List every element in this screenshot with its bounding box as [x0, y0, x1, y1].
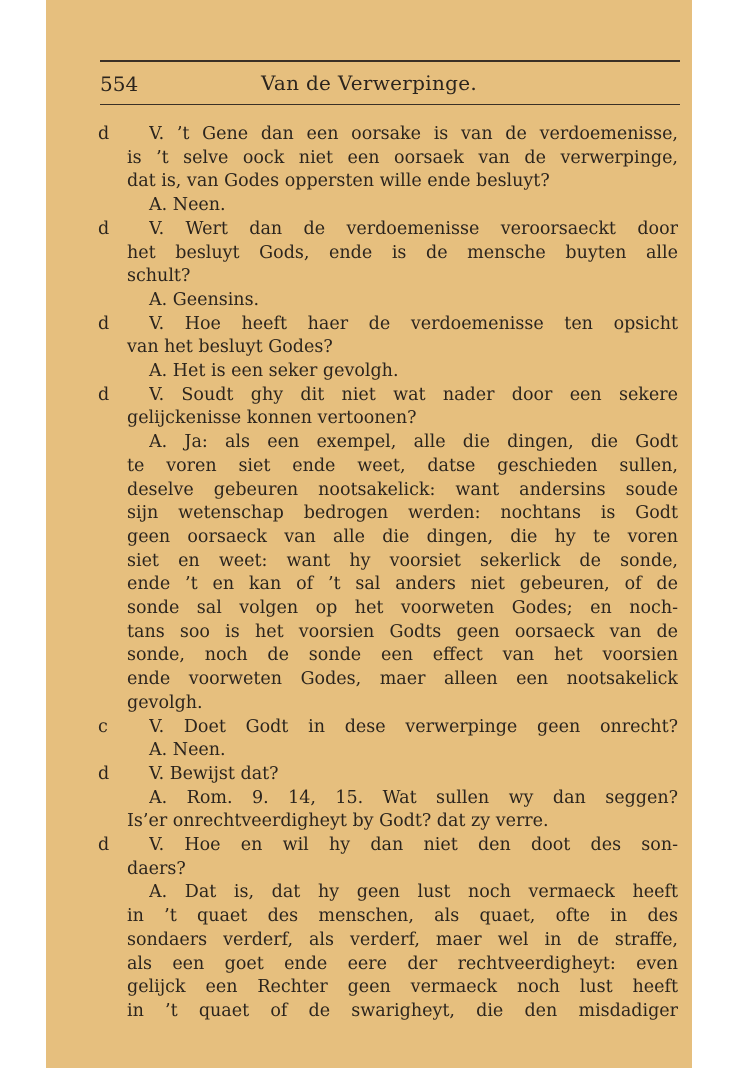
line-text: V. Doet Godt in dese verwerpinge geen onrecht?	[149, 716, 678, 737]
line-text: in ’t quaet des menschen, als quaet, ofte in des	[127, 906, 678, 927]
text-line	[46, 620, 692, 644]
text-line	[46, 312, 692, 336]
line-text: van het besluyt Godes?	[127, 337, 333, 358]
text-line	[46, 715, 692, 739]
line-text: is ’t selve oock niet een oorsaek van de verwerpinge,	[127, 147, 678, 168]
text-line	[46, 549, 692, 573]
line-text: V. Wert dan de verdoemenisse veroorsaeckt door	[149, 218, 678, 239]
text-line	[46, 288, 692, 312]
text-line	[46, 667, 692, 691]
line-text: deselve gebeuren nootsakelick: want andersins soude	[127, 479, 678, 500]
text-line	[46, 430, 692, 454]
line-text: ende ’t en kan of ’t sal anders niet gebeuren, of de	[127, 574, 678, 595]
text-line	[46, 904, 692, 928]
line-text: schult?	[127, 266, 191, 287]
line-text: A. Het is een seker gevolgh.	[149, 361, 399, 381]
text-line	[46, 809, 692, 833]
book-page	[46, 0, 692, 1068]
text-line	[46, 169, 692, 193]
margin-marker: d	[98, 384, 110, 405]
text-line	[46, 596, 692, 620]
line-text: gelijckenisse konnen vertoonen?	[127, 408, 417, 429]
text-line	[46, 264, 692, 288]
text-line	[46, 572, 692, 596]
margin-marker: d	[98, 313, 110, 334]
line-text: sonde, noch de sonde een effect van het voorsien	[127, 645, 678, 666]
text-line	[46, 241, 692, 265]
line-text: A. Dat is, dat hy geen lust noch vermaeck heeft	[149, 882, 678, 903]
margin-marker: d	[98, 835, 110, 855]
text-line	[46, 217, 692, 241]
margin-marker: c	[98, 716, 108, 737]
margin-marker: d	[98, 763, 110, 784]
text-line	[46, 691, 692, 715]
text-line	[46, 335, 692, 359]
text-line	[46, 193, 692, 217]
text-line	[46, 454, 692, 478]
header-top-rule	[100, 60, 680, 62]
line-text: V. Hoe en wil hy dan niet den doot des son-	[149, 835, 678, 855]
page-number: 554	[100, 72, 139, 96]
line-text: in ’t quaet of de swarigheyt, die den misdadiger	[127, 1000, 678, 1021]
line-text: A. Ja: als een exempel, alle die dingen, die Godt	[149, 432, 678, 453]
text-line	[46, 478, 692, 502]
line-text: tans soo is het voorsien Godts geen oorsaeck van de	[127, 621, 678, 642]
line-text: sijn wetenschap bedrogen werden: nochtans is Godt	[127, 503, 678, 524]
header-bottom-rule	[100, 104, 680, 105]
line-text: V. Bewijst dat?	[149, 763, 279, 784]
text-line	[46, 975, 692, 999]
running-head-title: Van de Verwerpinge.	[260, 71, 478, 95]
text-line	[46, 643, 692, 667]
text-line	[46, 880, 692, 904]
line-text: sondaers verderf, als verderf, maer wel in de straffe,	[127, 929, 678, 950]
line-text: ende voorweten Godes, maer alleen een nootsakelick	[127, 669, 678, 690]
line-text: V. Soudt ghy dit niet wat nader door een sekere	[149, 384, 678, 405]
line-text: te voren siet ende weet, datse geschieden sullen,	[127, 455, 678, 476]
text-line	[46, 952, 692, 976]
line-text: A. Geensins.	[149, 289, 260, 310]
margin-marker: d	[98, 218, 110, 239]
line-text: daers?	[127, 858, 186, 879]
line-text: siet en weet: want hy voorsiet sekerlick de sonde,	[127, 550, 678, 571]
text-line	[46, 525, 692, 549]
line-text: V. ’t Gene dan een oorsake is van de verdoemenisse,	[149, 124, 678, 144]
line-text: A. Rom. 9. 14, 15. Wat sullen wy dan seggen?	[149, 787, 678, 808]
text-line	[46, 857, 692, 881]
text-line	[46, 383, 692, 407]
line-text: Is’er onrechtveerdigheyt by Godt? dat zy verre.	[127, 811, 549, 832]
line-text: V. Hoe heeft haer de verdoemenisse ten opsicht	[149, 313, 678, 334]
text-line	[46, 786, 692, 810]
line-text: dat is, van Godes oppersten wille ende besluyt?	[127, 171, 550, 192]
line-text: als een goet ende eere der rechtveerdigheyt: even	[127, 953, 678, 974]
text-line	[46, 928, 692, 952]
line-text: A. Neen.	[149, 195, 226, 216]
text-line	[46, 762, 692, 786]
line-text: gevolgh.	[127, 692, 203, 713]
line-text: geen oorsaeck van alle die dingen, die hy te voren	[127, 526, 678, 547]
line-text: A. Neen.	[149, 740, 226, 761]
text-line	[46, 406, 692, 430]
line-text: sonde sal volgen op het voorweten Godes; en noch-	[127, 598, 678, 618]
text-line	[46, 501, 692, 525]
text-line	[46, 738, 692, 762]
line-text: gelijck een Rechter geen vermaeck noch lust heeft	[127, 977, 678, 998]
text-line	[46, 146, 692, 170]
text-line	[46, 833, 692, 857]
margin-marker: d	[98, 124, 110, 144]
line-text: het besluyt Gods, ende is de mensche buyten alle	[127, 242, 678, 263]
text-line	[46, 359, 692, 383]
text-line	[46, 999, 692, 1023]
text-line	[46, 122, 692, 146]
